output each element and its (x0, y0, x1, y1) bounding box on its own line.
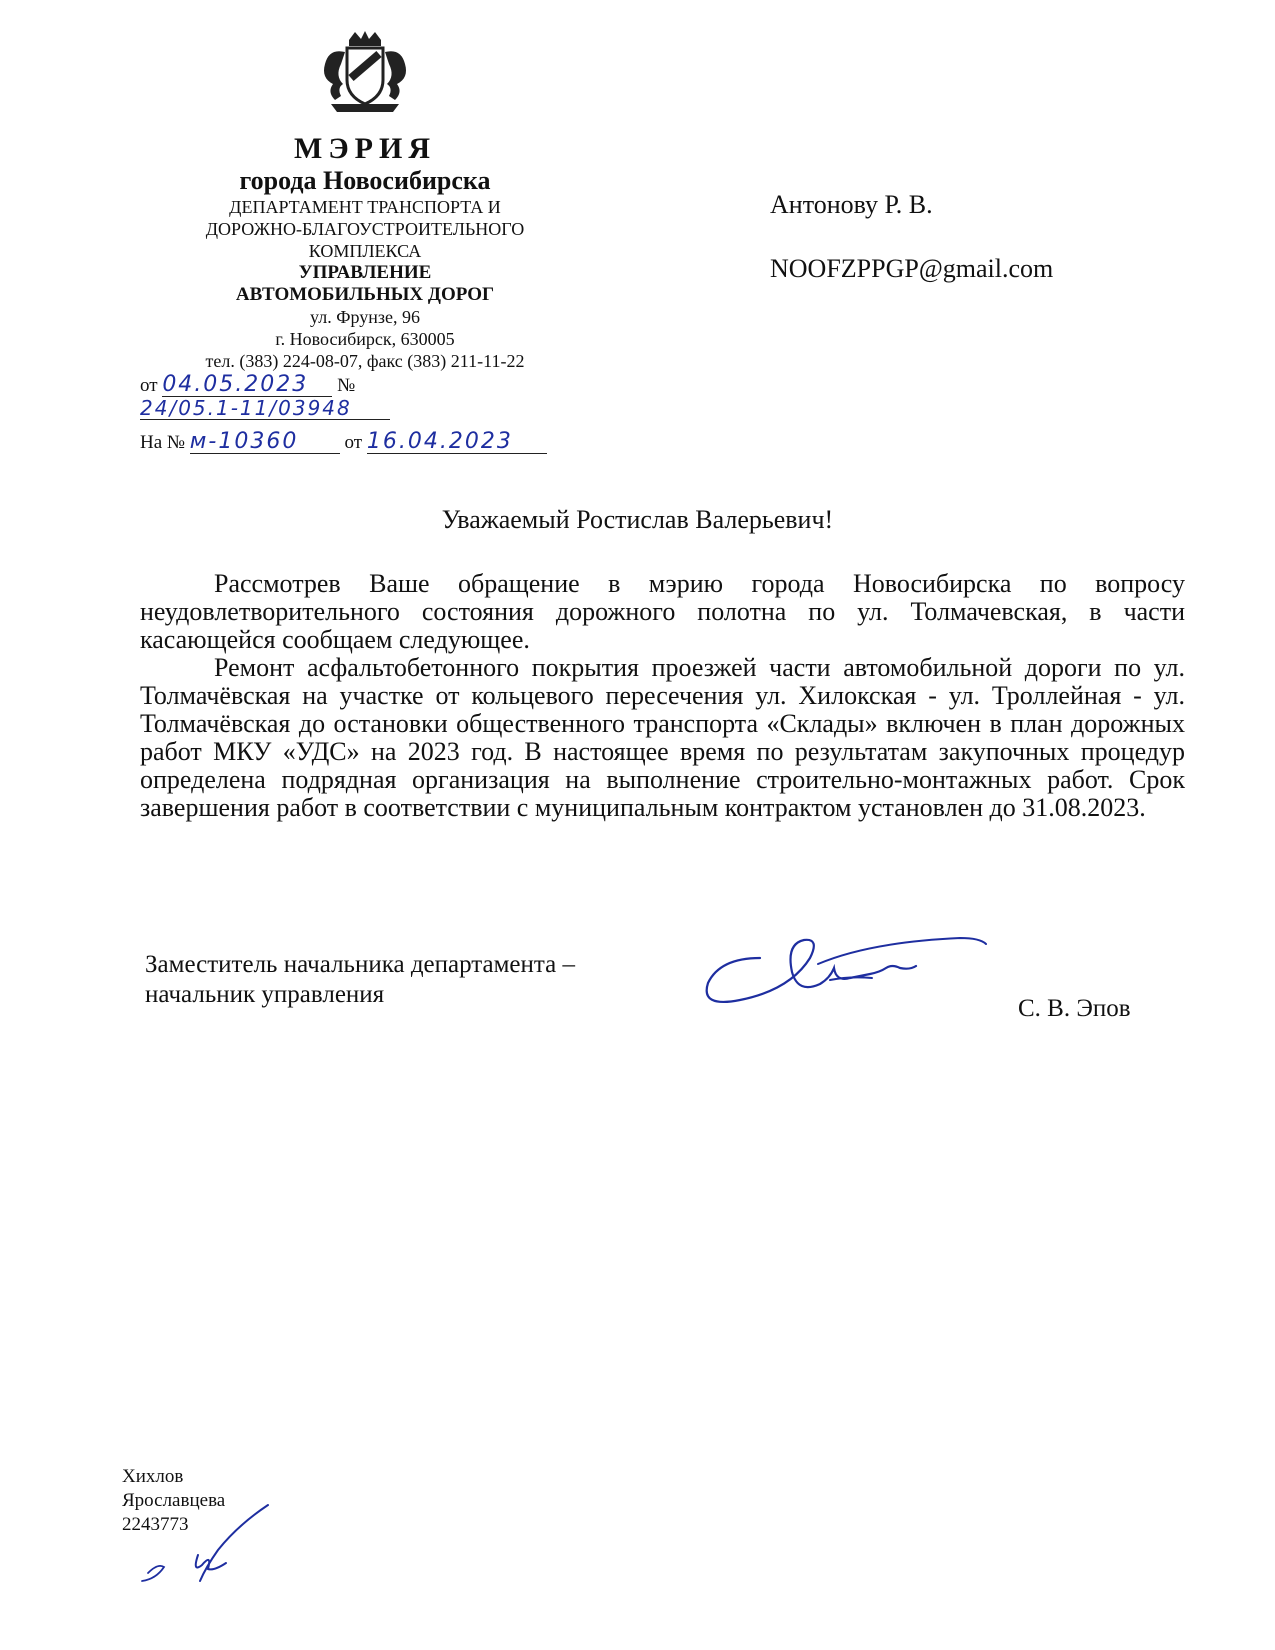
number-label: № (337, 375, 356, 396)
letter-body (140, 570, 1185, 822)
novosibirsk-coat-of-arms-icon (311, 30, 419, 114)
position-line: Заместитель начальника департамента – (145, 951, 575, 978)
signatory-position (145, 950, 575, 1010)
recipient-email: NOOFZPPGP@gmail.com (770, 254, 1054, 283)
greeting: Уважаемый Ростислав Валерьевич! (441, 505, 834, 534)
city-name: города Новосибирска (239, 166, 491, 195)
ref-date: 16.04.2023 (367, 431, 547, 454)
phone-fax: тел. (383) 224-08-07, факс (383) 211-11-22 (205, 351, 525, 371)
division-line: АВТОМОБИЛЬНЫХ ДОРОГ (235, 284, 495, 305)
recipient-block (770, 190, 1053, 318)
registration-number: 24/05.1-11/03948 (140, 397, 390, 420)
division-line: УПРАВЛЕНИЕ (298, 262, 432, 283)
street-address: ул. Фрунзе, 96 (310, 307, 420, 327)
department-line: ДЕПАРТАМЕНТ ТРАНСПОРТА И (229, 197, 501, 217)
executor-line: Ярославцева (122, 1490, 226, 1511)
city-address: г. Новосибирск, 630005 (275, 329, 455, 349)
position-line: начальник управления (145, 981, 385, 1008)
executor-line: 2243773 (122, 1514, 189, 1535)
handwritten-signature (700, 928, 1000, 1018)
department-line: ДОРОЖНО-БЛАГОУСТРОИТЕЛЬНОГО (205, 219, 525, 239)
ref-from-label: от (344, 432, 363, 453)
ref-label: На № (140, 432, 186, 453)
reference-line (140, 431, 590, 454)
body-paragraph: Рассмотрев Ваше обращение в мэрию города Новосибирска по вопросу неудовлетворительного состояния дорожного полотна по ул. Толмачевская, в части касающейся сообщаем следующее. (140, 569, 1185, 654)
signatory-name: С. В. Эпов (1018, 995, 1131, 1022)
letterhead (140, 30, 590, 454)
from-label: от (140, 375, 158, 396)
recipient-name: Антонову Р. В. (770, 190, 933, 219)
registration-date: 04.05.2023 (162, 374, 332, 397)
executor-signature (128, 1495, 288, 1585)
body-paragraph: Ремонт асфальтобетонного покрытия проезжей части автомобильной дороги по ул. Толмачёвская на участке от кольцевого пересечения ул. Хилокская - ул. Троллейная - ул. Толмачёвская до остановки общественного транспорта «Склады» включен в план дорожных работ МКУ «УДС» на 2023 год. В настоящее время по результатам закупочных процедур определена подрядная организация на выполнение строительно-монтажных работ. Срок завершения работ в соответствии с муниципальным контрактом установлен до 31.08.2023. (140, 653, 1185, 822)
department-line: КОМПЛЕКСА (308, 241, 422, 261)
executor-line: Хихлов (122, 1466, 184, 1487)
ref-number: м-10360 (190, 431, 340, 454)
org-name: МЭРИЯ (294, 132, 436, 165)
registration-line (140, 374, 590, 421)
